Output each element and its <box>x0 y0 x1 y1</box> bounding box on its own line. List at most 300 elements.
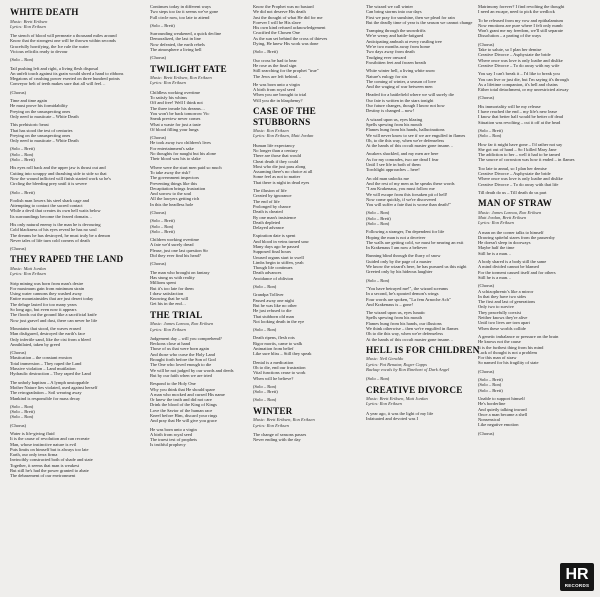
song-title: MAN OF STRAW <box>478 198 553 209</box>
lyric-line: So long ago, but even now it appears <box>10 307 77 313</box>
lyric-line: Please, just one last question Sir <box>150 247 208 253</box>
lyric-line: (Chorus) <box>478 430 494 436</box>
lyric-line: A fate we'd surely dread <box>150 242 194 248</box>
lyric-line: Flames hung from his hands, our illusions <box>366 320 442 326</box>
lyric-line: Is truthful prophecy <box>150 442 186 448</box>
lyric-line: Maybe half the time <box>478 245 515 251</box>
lyric-line: Situation was revolting – cut it off at the head <box>478 119 561 125</box>
stanza <box>366 376 482 381</box>
column-5 <box>478 4 596 439</box>
lyric-line: Tramping through the snowdrifts <box>366 28 426 34</box>
lyric-line: Rigor mortis, came to walk <box>253 340 303 346</box>
lyric-line: A wizard upon us, eyes blazing <box>366 116 423 122</box>
lyric-line: While a devil that creates its own hell waits below <box>10 208 101 214</box>
stanza <box>478 71 596 92</box>
lyric-line: Continues today in different ways <box>150 4 211 9</box>
song-title: CREATIVE DIVORCE <box>366 384 463 395</box>
song-title: CASE OF THE STUBBORNS <box>253 106 316 127</box>
lyric-line: Guided only by the page of a master <box>366 258 432 264</box>
song-credit: Matt Jordan, Brett Eriksen <box>478 215 527 220</box>
stanza <box>478 396 596 428</box>
lyric-line: Preying on the unsuspecting ones <box>10 108 71 114</box>
lyric-line: Did they ever find his head? <box>150 253 201 259</box>
stanza <box>366 310 482 342</box>
lyric-line: Their blood was his to slake <box>150 156 201 162</box>
lyric-line: And the waging of war between men <box>366 84 433 90</box>
lyric-line: Why you think that He should spare <box>150 386 215 392</box>
lyric-line: Hoping the man is not a deceiver <box>366 234 426 240</box>
lyric-line: Sneak preview never comes <box>150 116 201 122</box>
lyric-line: The dreams he has destroyed, he must truly be a demon <box>10 232 111 238</box>
lyric-line: An unfelt touch against its grain would shred a hand to ribbons <box>10 70 124 76</box>
lyric-line: As a lifetime companion, it's hell and chains <box>478 81 558 87</box>
lyric-line: (Solo – Brett) <box>150 218 175 224</box>
lyric-line: Annihilated, taken by greed <box>10 341 60 347</box>
lyric-line: Childless working overtime <box>150 89 200 95</box>
lyric-line: But still he's had the power granted to abate <box>10 468 89 474</box>
lyric-line: (Solo – Ron) <box>253 327 277 333</box>
lyric-line: Until two lives are torn apart <box>478 320 530 326</box>
song-credit: Music: James Lareau, Ron Eriksen <box>150 321 214 327</box>
lyric-line: Delayed advance <box>253 225 284 231</box>
lyric-line: (Solo – Ron) <box>253 284 277 290</box>
lyric-line: We're two months away from home <box>366 44 431 50</box>
lyric-line: Our future changes, though I know not how <box>366 103 445 109</box>
lyric-line: Death ripens, flesh rots <box>253 335 295 341</box>
lyric-line: Gracefully horrifying, the Ice rule the water <box>10 43 89 49</box>
lyric-line: To take away the risk? <box>150 169 191 175</box>
stanza <box>366 210 482 226</box>
lyric-line: Though life continues <box>253 265 293 271</box>
lyric-line: That there is night in dead eyes <box>253 179 310 185</box>
song-credit: Music: Brett Eriksen, Ron Eriksen <box>253 417 315 423</box>
lyric-line: Or knew the truth and did not care <box>150 397 212 403</box>
lyric-line: (Chorus) <box>10 350 26 356</box>
lyric-line: Crucified the Chosen One <box>253 30 300 36</box>
stanza <box>478 369 596 374</box>
song-credit: Music: Brett Eriksen, Ron Eriksen <box>150 75 212 81</box>
song-credit: Lyrics: Pat Benatar, Roger Capps <box>366 361 427 367</box>
lyric-line: Anticipating ambush at every rustling tree <box>366 38 442 44</box>
stanza <box>478 334 596 366</box>
lyric-line: The end of life <box>253 198 280 204</box>
stanza <box>366 68 482 89</box>
lyric-line: Expiration date is spent <box>253 233 296 239</box>
stanza <box>10 350 126 376</box>
lyric-line: And sorrow to the soul <box>150 191 192 197</box>
lyric-line: Love the Savior of the human race <box>150 407 213 413</box>
lyric-line: Full circle now, too late to attend <box>150 14 210 20</box>
lyric-line: (Solo – Ron) <box>253 383 277 389</box>
lyric-line: Just the thought of what He did for me <box>253 14 323 20</box>
lyric-line: Human life expectancy <box>253 142 295 148</box>
column-4 <box>366 4 482 424</box>
lyric-line: The wizard upon us, eyes lunatic <box>366 310 426 316</box>
lyric-line: Millions spent <box>150 280 176 286</box>
lyric-line: That has stood the test of centuries <box>10 127 73 133</box>
stanza <box>253 360 369 381</box>
song-credit: Backup vocals by Ron Rinehart of Dark Angel <box>366 367 450 373</box>
lyric-line: Puts limits on himself but is always too late <box>10 446 89 452</box>
lyric-line: Tail pushing left and right, a living flesh disposal <box>10 65 99 71</box>
lyric-line: There are those that would <box>253 153 301 159</box>
lyric-line: Flames hung from his hands, hallucinations <box>366 127 445 133</box>
lyric-line: The man who brought on fantasy <box>150 269 210 275</box>
lyric-line: His immortality will be my release <box>478 103 541 109</box>
stanza <box>253 188 369 230</box>
lyric-line: A year ago, it was the light of my life <box>366 410 434 416</box>
lyric-line: Get his in the end… <box>150 301 187 307</box>
lyric-line: Demoralized, the last in line <box>150 36 201 42</box>
stanza <box>253 292 369 324</box>
lyric-line: In a second, he's spouted demon's wings <box>366 291 439 297</box>
lyric-line: He just refused to die <box>253 308 292 314</box>
lyric-line: (Solo – Ron) <box>253 397 277 403</box>
lyric-line: We did not deserve His death <box>253 9 306 15</box>
lyric-line: Either total detachment, or my unrestricted airway <box>478 87 569 93</box>
lyric-line: The first and last of generations <box>478 299 536 305</box>
lyric-line: (Solo – Brett) <box>10 409 35 415</box>
song-title: THE TRIAL <box>150 309 203 320</box>
song-credit: Music: Ron Eriksen <box>253 128 289 134</box>
lyric-line: (Chorus) <box>478 283 494 289</box>
lyric-line: Four words are spoken, "La fem Arnoche Ach" <box>366 296 451 302</box>
lyric-line: (Solo – Ron) <box>366 210 390 216</box>
lyric-line: Cold blackness of his eyes reveal he has no soul <box>10 227 97 233</box>
lyric-line: I need an escape, need to pick the wedlock <box>478 9 555 15</box>
lyric-line: Where once was love is only loathe and dislike <box>478 176 563 182</box>
lyric-line: Trudging ever onward <box>366 54 407 60</box>
lyric-line: Unused organs start to swell <box>253 254 304 260</box>
lyric-line: Strip mining was born from man's desire <box>10 280 84 286</box>
lyric-line: Running blind through the flurry of snow <box>366 253 441 259</box>
stanza <box>10 190 126 195</box>
lyric-line: We will escape from this forsaken pit of hell! <box>366 191 448 197</box>
lyric-line: For entertainment's sake <box>150 145 194 151</box>
lyric-line: Nonsensical <box>478 417 500 423</box>
song-credit: Music: Matt Jordan <box>10 265 46 271</box>
song-credit: Music: Neil Geraldo <box>366 356 404 362</box>
stanza <box>150 218 266 234</box>
lyric-line: Still searching for the prophet "true" <box>253 68 319 74</box>
stanza <box>150 270 266 307</box>
lyric-line: A mind divided cannot be blamed <box>478 264 539 270</box>
lyric-line: He was born unto a virgin <box>253 81 300 87</box>
lyric-line: Too late to annul, so I plan her demise <box>478 165 547 171</box>
stanza <box>10 380 126 401</box>
stanza <box>150 31 266 52</box>
lyric-line: Torchlight approaches – here! <box>366 167 420 173</box>
lyric-line: Oh to die this way, when we're defenseless <box>366 331 443 337</box>
lyric-line: The debasement of our environment <box>10 473 76 479</box>
lyric-line: It is the furthest thing from his mind <box>478 344 544 350</box>
song-credit: Lyrics: Ron Eriksen, Matt Jordan <box>253 133 314 139</box>
stanza <box>478 128 596 139</box>
lyric-line: In Krakenaus I am now a believer <box>366 245 427 251</box>
lyric-line: The illusion of life <box>253 188 287 194</box>
lyric-line: Massive violation – Land mutilation <box>10 366 76 372</box>
lyric-line: A birth from royal seed <box>150 431 192 437</box>
lyric-line: Limbs begin to stiffen, yeah <box>253 259 304 265</box>
song-credit: Lyrics: Ron Eriksen <box>478 220 514 226</box>
lyric-line: Forever I will be His slave <box>253 19 301 25</box>
lyric-line: Destiny is changed – now! <box>366 108 414 114</box>
song-credit: Lyrics: Ron Eriksen <box>150 326 186 332</box>
lyric-line: He took away two children's lives <box>150 140 211 146</box>
stanza <box>478 18 596 39</box>
lyric-line: Some feel as not to matter <box>253 174 301 180</box>
lyric-line: No longer than a century <box>253 147 298 153</box>
song-title: THEY RAPED THE LAND <box>10 254 124 265</box>
lyric-line: Only need to masticate – White Death <box>10 138 79 144</box>
lyric-line: At the hands of this occult master gone insane… <box>366 143 454 149</box>
lyric-line: Only two to survive <box>478 304 514 310</box>
stanza <box>366 253 482 274</box>
lyric-line: (Chorus) <box>10 246 26 252</box>
stanza <box>150 4 266 20</box>
lyric-line: He rose as the final sign <box>253 62 297 68</box>
lyric-line: Invincibly constructed both of shade and state <box>10 457 93 463</box>
lyric-line: We're weary and battle-fatigued <box>366 33 424 39</box>
lyric-line: Its surroundings become the feared domain… <box>10 213 93 219</box>
lyric-line: (Solo – Brett) <box>478 127 503 133</box>
lyric-line: Our fate is written in the stars tonight <box>366 97 434 103</box>
lyric-line: Entire mountainsides that are just desert today <box>10 296 94 302</box>
lyric-line: Oh, to die this way, when we're defenseless <box>366 137 445 143</box>
stanza <box>478 283 596 331</box>
lyric-line: (Solo – Ron) <box>478 133 502 139</box>
lyric-line: The three invade his dreams… <box>150 105 206 111</box>
lyric-line: Conveyor belt of teeth makes sure that all will feel… <box>10 81 106 87</box>
stanza <box>150 336 266 378</box>
stanza <box>150 90 266 132</box>
lyric-line: We will be not judged by our words and deeds <box>150 367 234 373</box>
stanza <box>478 42 596 68</box>
lyric-line: For the torment caused itself and for others <box>478 269 556 275</box>
lyric-line: Most who die just pass along <box>253 163 306 169</box>
lyric-line: (Chorus) <box>478 368 494 374</box>
stanza <box>253 397 369 402</box>
lyric-line: Has stung us with reality <box>150 274 195 280</box>
song-credit: Lyrics: Ron Eriksen <box>10 23 46 29</box>
lyric-line: No thoughts for naught but his alone <box>150 151 216 157</box>
stanza <box>478 104 596 125</box>
logo-mark: HR <box>565 565 589 583</box>
lyric-line: I know that better half would be better off dead <box>478 114 564 120</box>
lyric-line: Many days ago he passed <box>253 243 299 249</box>
lyric-line: Cutting into scrappy and thrashing side to side so that <box>10 170 107 176</box>
stanza <box>478 190 596 195</box>
column-1 <box>10 4 126 482</box>
lyric-line: And quietly talking inward <box>478 406 527 412</box>
lyric-line: (Solo – Ron) <box>10 57 34 63</box>
song-credit: Music: Brett Eriksen, Matt Jordan <box>366 396 428 402</box>
lyric-line: Death advances <box>253 270 282 276</box>
stanza <box>253 233 369 281</box>
lyric-line: Now come quickly, if we're discovered <box>366 196 437 202</box>
lyric-line: She got out of hand – So I killed Mary Jane <box>478 146 557 152</box>
stanza <box>10 431 126 479</box>
stanza <box>10 122 126 143</box>
lyric-line: Frostbitten feet and frozen breath <box>366 59 426 65</box>
lyric-line: (Chorus) <box>10 89 26 95</box>
stanza <box>10 98 126 119</box>
lyric-line: Dying, He knew His work was done <box>253 41 319 47</box>
lyric-line: Water is life-giving fluid <box>10 431 55 436</box>
lyric-line: (Solo – Ron) <box>366 277 390 283</box>
lyric-line: Grandpa Tolliver <box>253 292 284 298</box>
lyric-line: You won't be back tomorrow Vic <box>150 110 210 116</box>
stanza <box>150 165 266 207</box>
lyric-line: (Solo – Ron) <box>366 376 390 382</box>
lyric-line: (Solo – Brett) <box>253 49 278 55</box>
lyric-line: And blood in veins turned sour <box>253 238 309 244</box>
lyric-line: Until I see life in both of them <box>366 162 421 168</box>
stanza <box>478 259 596 280</box>
lyric-line: Preventing things like this <box>150 180 198 186</box>
lyric-line: Hydraulic destruction – They raped the Land <box>10 371 91 377</box>
lyric-line: He's borderline <box>478 401 506 407</box>
lyric-line: Vicious relictlis ready to devour <box>10 48 68 54</box>
lyric-line: An old man unlocks me <box>366 175 409 181</box>
lyric-line: The Jews are left behind… <box>253 73 302 79</box>
lyric-line: Infatuated and devoted was I <box>366 416 418 421</box>
lyric-line: That stubborn old man <box>253 313 294 319</box>
lyric-line: (Chorus) <box>478 95 494 101</box>
lyric-line: Total immersion – They raped the Land <box>10 360 82 366</box>
lyric-line: Never ending with the day <box>253 437 301 443</box>
lyric-line: (Solo – Ron) <box>366 220 390 226</box>
lyric-line: Death is cheated <box>253 209 283 215</box>
stanza <box>150 427 266 448</box>
lyric-line: Awakers shackled, and my men are here <box>366 151 439 157</box>
stanza <box>150 23 266 28</box>
lyric-line: Where were the sturt men paid so much <box>150 164 222 170</box>
lyric-line: Creative Divorce – Asphyxiate the bride <box>478 52 551 58</box>
lyric-line: But the deadly time of year is the season we cannot change <box>366 19 473 25</box>
lyric-line: Take to salute, so I plan her demise <box>478 47 542 53</box>
hr-records-logo <box>560 563 594 591</box>
lyric-line: Only need to masticate – White Death <box>10 113 79 119</box>
lyric-line: The floods cut the ground like a sacrificial knife <box>10 312 97 318</box>
song-credit: Lyrics: Ron Eriksen <box>366 401 402 407</box>
lyric-line: Can bring storms into our days <box>366 9 422 15</box>
lyric-line: Where once was love is only loathe and dislike <box>478 57 563 63</box>
lyric-line: (Solo – Ron) <box>10 403 34 409</box>
lyric-line: (Solo – Brett) <box>10 189 35 195</box>
lyric-line: They peacefully coexist <box>478 309 521 315</box>
stanza <box>10 246 126 251</box>
lyric-line: You will suffer a fate that is worse than death!" <box>366 202 451 208</box>
lyric-line: Time and time again <box>10 98 47 104</box>
song-title: WINTER <box>253 405 293 416</box>
stanza <box>10 57 126 62</box>
lyric-line: Brought forth before the Son of God <box>150 357 216 363</box>
lyric-line: And pray that He will give you grace <box>150 418 217 424</box>
lyric-line: And those who curse the Holy Land <box>150 351 215 357</box>
lyric-line: Passed away one night <box>253 297 294 303</box>
lyric-line: A body shared is a body still the same <box>478 259 547 265</box>
column-3 <box>253 4 369 445</box>
lyric-line: To satisfy his whims <box>150 95 188 101</box>
stanza <box>478 4 596 15</box>
song-credit: Music: James Lareau, Ron Eriksen <box>478 209 542 215</box>
lyric-line: Now the wound inflicted will finish started work so he's <box>10 175 111 181</box>
lyric-line: What a waste for just a taste <box>150 121 201 127</box>
song-credit: Lyrics: Ron Eriksen <box>150 80 186 86</box>
lyric-line: Mother Nature lies violated, used against herself <box>10 384 98 390</box>
stanza <box>150 135 266 161</box>
lyric-line: Lack of thought is not a problem <box>478 349 537 355</box>
lyric-line: Using water cannons they washed away <box>10 291 82 297</box>
lyric-line: First we pray for sunshine, then we plead for rain <box>366 14 455 20</box>
lyric-line: He must prove his formidability <box>10 103 68 109</box>
stanza <box>366 176 482 208</box>
lyric-line: Nature's eulogy for sin <box>366 73 407 79</box>
lyric-line: He doesn't sleep in doorways <box>478 240 531 246</box>
stanza <box>253 49 369 54</box>
stanza <box>10 198 126 219</box>
lyric-line: It is the cause of revolution and can recreate <box>10 436 90 442</box>
lyric-line: The wizard we call winter <box>366 4 413 9</box>
lyric-line: Now defeated, the earth rebels <box>150 41 205 47</box>
lyric-line: At the hands of this occult master gone insane… <box>366 336 454 342</box>
lyric-line: Still he is a man… <box>478 274 512 280</box>
lyric-line: (Solo – Ron) <box>478 382 502 388</box>
stanza <box>478 166 596 187</box>
lyric-line: When will he believe? <box>253 375 294 381</box>
stanza <box>10 33 126 54</box>
lyric-line: Denial is a medication <box>253 359 294 365</box>
lyric-line: Surrounding weakened, a quick decline <box>150 31 222 37</box>
stanza <box>478 95 596 100</box>
lyric-line: A birth from royal seed <box>253 87 295 93</box>
lyric-line: The coming of winter, a season of love <box>366 78 437 84</box>
lyric-line: We know the wizard's here, he has pursued us this night <box>366 264 467 270</box>
lyric-line: (Chorus) <box>478 41 494 47</box>
lyric-line: A man who mocked and cursed His name <box>150 391 225 397</box>
lyric-line: (Chorus) <box>10 422 26 428</box>
lyric-line: The stench of blood will permeate a thousand miles around <box>10 33 117 39</box>
lyric-line: The unholy baptism – A lymph unstoppable <box>10 379 89 385</box>
lyric-line: Prolonged by chance <box>253 203 291 209</box>
stanza <box>150 210 266 215</box>
lyric-line: Knowing that he will <box>150 296 189 302</box>
lyric-line: This prehistoric beast <box>10 122 49 128</box>
lyric-line: Together, it seems that man is weakest <box>10 462 80 468</box>
lyric-line: But he was like no other <box>253 302 297 308</box>
lyric-line: Assuming there's no choice at all <box>253 169 313 175</box>
lyric-line: Earth, our only terra firma <box>10 452 58 458</box>
lyric-line: Avoidance of oblivion <box>253 275 294 281</box>
stanza <box>10 146 126 162</box>
lyric-line: His only natural enemy is the man he is devouring <box>10 222 101 227</box>
lyric-line: Drawing spiteful stares from the passersby <box>478 234 555 240</box>
stanza <box>478 431 596 436</box>
lyric-line: Animation from belief <box>253 346 294 352</box>
song-credit: Lyrics: Ron Eriksen <box>253 422 289 428</box>
lyric-line: (Solo – Brett) <box>253 389 278 395</box>
stanza <box>253 284 369 289</box>
lyric-line: And the rest of my men as he speaks these words <box>366 180 455 186</box>
lyric-line: Like sure bliss – Still they speak <box>253 351 312 357</box>
lyric-line: Headed for a battlefield where we will surely die <box>366 92 454 98</box>
lyric-line: Of blood filling your lungs <box>150 126 199 132</box>
lyric-line: "You have betrayed me!", the wizard screams <box>366 285 449 291</box>
lyric-line: Oh to die, end our frustration <box>253 364 306 370</box>
lyric-line: (Solo – Brett) <box>366 215 391 221</box>
lyric-line: You say I can't break it – I'd like to break you <box>478 71 560 77</box>
